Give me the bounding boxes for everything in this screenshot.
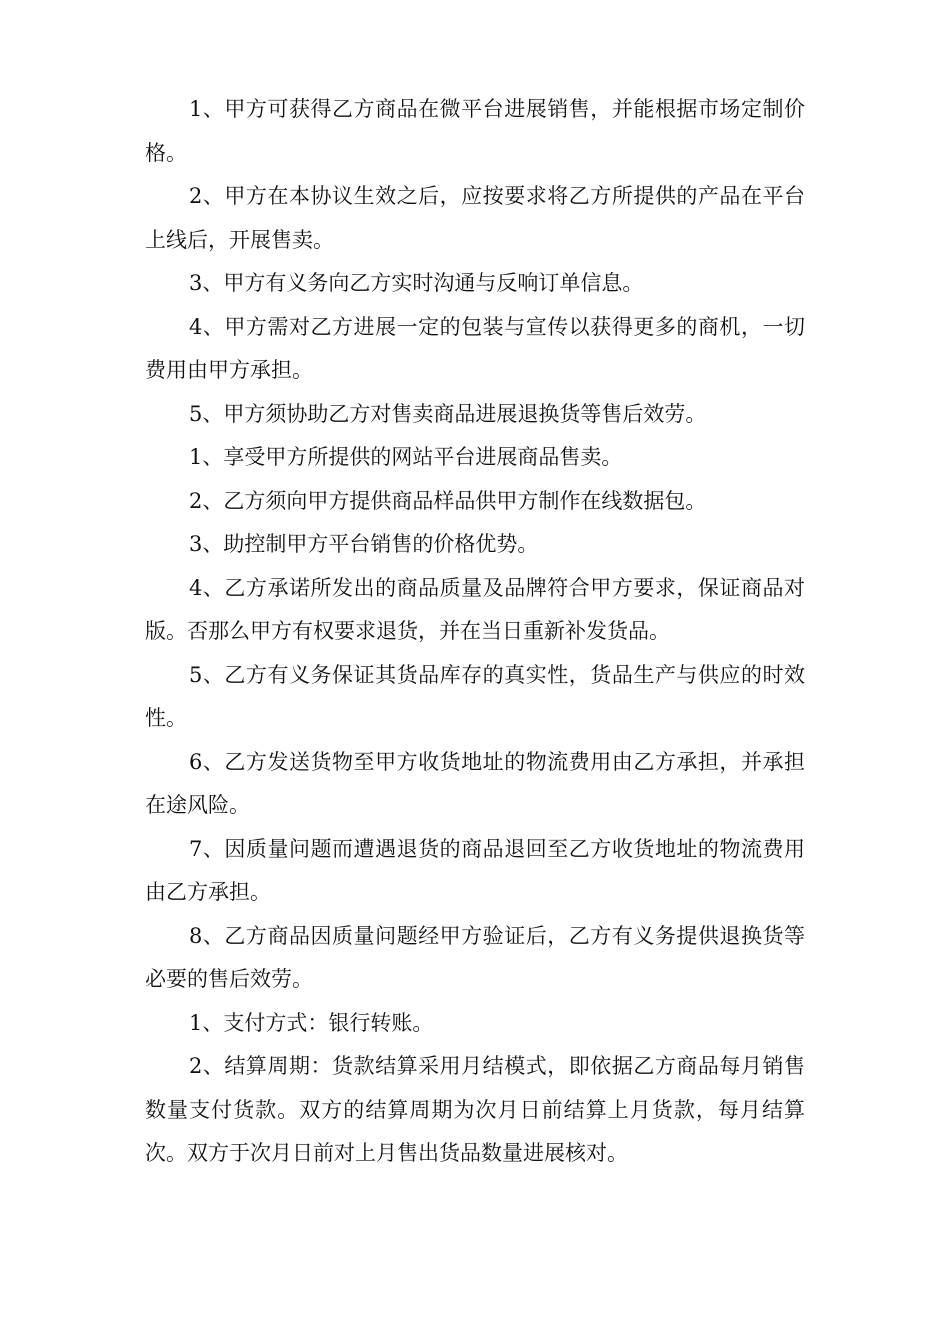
paragraph-14: 1、支付方式：银行转账。 bbox=[189, 1010, 434, 1035]
paragraph-6: 1、享受甲方所提供的网站平台进展商品售卖。 bbox=[189, 445, 623, 469]
paragraph-10: 5、乙方有义务保证其货品库存的真实性，货品生产与供应的时效性。 bbox=[145, 662, 805, 730]
paragraph-3: 3、甲方有义务向乙方实时沟通与反响订单信息。 bbox=[189, 271, 644, 295]
paragraph-11: 6、乙方发送货物至甲方收货地址的物流费用由乙方承担，并承担在途风险。 bbox=[145, 749, 805, 817]
paragraph-4: 4、甲方需对乙方进展一定的包装与宣传以获得更多的商机，一切费用由甲方承担。 bbox=[145, 314, 805, 382]
paragraph-9: 4、乙方承诺所发出的商品质量及品牌符合甲方要求，保证商品对版。否那么甲方有权要求退货，并在当日重新补发货品。 bbox=[145, 575, 805, 643]
paragraph-2: 2、甲方在本协议生效之后，应按要求将乙方所提供的产品在平台上线后，开展售卖。 bbox=[145, 184, 805, 252]
paragraph-15: 2、结算周期：货款结算采用月结模式，即依据乙方商品每月销售数量支付货款。双方的结算周期为次月日前结算上月货款，每月结算次。双方于次月日前对上月售出货品数量进展核对。 bbox=[145, 1054, 805, 1165]
paragraph-12: 7、因质量问题而遭遇退货的商品退回至乙方收货地址的物流费用由乙方承担。 bbox=[145, 836, 805, 904]
paragraph-7: 2、乙方须向甲方提供商品样品供甲方制作在线数据包。 bbox=[189, 488, 707, 513]
paragraph-13: 8、乙方商品因质量问题经甲方验证后，乙方有义务提供退换货等必要的售后效劳。 bbox=[145, 923, 805, 991]
document-page bbox=[145, 88, 805, 1176]
paragraph-1: 1、甲方可获得乙方商品在微平台进展销售，并能根据市场定制价格。 bbox=[145, 97, 805, 165]
paragraph-8: 3、助控制甲方平台销售的价格优势。 bbox=[189, 532, 539, 556]
paragraph-5: 5、甲方须协助乙方对售卖商品进展退换货等售后效劳。 bbox=[189, 401, 707, 426]
